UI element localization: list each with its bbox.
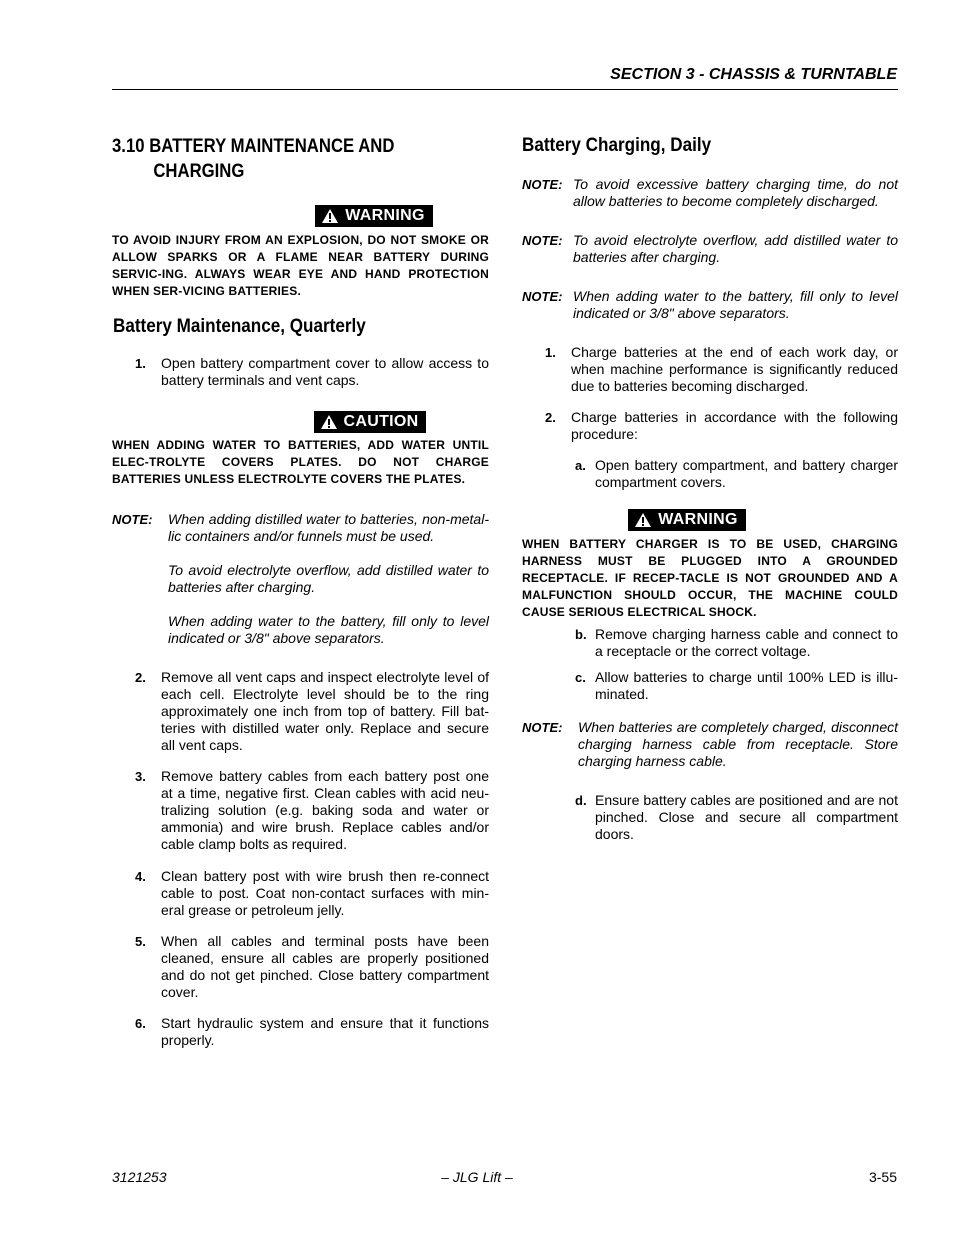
- caution-badge: [314, 411, 427, 433]
- substep-letter: a.: [575, 458, 586, 473]
- subsection-title: Battery Maintenance, Quarterly: [113, 316, 366, 337]
- note-label: NOTE:: [112, 512, 153, 527]
- substep-text: Ensure battery cables are positioned and are not pinched. Close and secure all compartment doors.: [595, 792, 898, 842]
- note-text: To avoid electrolyte overflow, add distilled water to batteries after charging.: [573, 232, 898, 265]
- step-text: Remove all vent caps and inspect electrolyte level of each cell. Electrolyte level should be to the ring approximately one inch from top of battery. Fill bat-teries with distilled water only. Replace and secure all vent caps.: [161, 669, 489, 753]
- footer-center: – JLG Lift –: [441, 1169, 513, 1185]
- note-text: When adding water to the battery, fill only to level indicated or 3/8" above separators.: [573, 288, 898, 321]
- substep-text: Remove charging harness cable and connect to a receptacle or the correct voltage.: [595, 626, 898, 659]
- header-divider: [112, 89, 898, 90]
- caution-label: CAUTION: [343, 413, 419, 430]
- caution-text: WHEN ADDING WATER TO BATTERIES, ADD WATER UNTIL ELEC-TROLYTE COVERS PLATES. DO NOT CHARGE BATTERIES UNLESS ELECTROLYTE COVERS THE PLATES.: [112, 438, 489, 486]
- section-title-line1: BATTERY MAINTENANCE AND: [149, 136, 395, 157]
- substep-text: Allow batteries to charge until 100% LED is illu-minated.: [595, 669, 898, 702]
- note-label: NOTE:: [522, 289, 563, 304]
- warning-badge: [315, 205, 432, 227]
- warning-banner: [522, 509, 852, 533]
- subsection-title: Battery Charging, Daily: [522, 135, 712, 156]
- warning-label: WARNING: [345, 207, 425, 224]
- warning-banner: [112, 205, 636, 229]
- step-text: When all cables and terminal posts have been cleaned, ensure all cables are properly positioned and do not get pinched. Close battery compartment cover.: [161, 933, 489, 1000]
- warning-label: WARNING: [658, 511, 738, 528]
- note-text: When batteries are completely charged, disconnect charging harness cable from receptacle. Store charging harness cable.: [578, 719, 898, 769]
- substep-letter: b.: [575, 627, 587, 642]
- note-paragraph: When adding distilled water to batteries, non-metal-lic containers and/or funnels must be used.: [168, 511, 489, 544]
- caution-icon: [320, 414, 338, 430]
- section-number: 3.10: [112, 136, 145, 157]
- step-number: 4.: [135, 869, 146, 884]
- step-text: Start hydraulic system and ensure that it functions properly.: [161, 1015, 489, 1048]
- warning-badge: [628, 509, 745, 531]
- note-paragraph: When adding water to the battery, fill only to level indicated or 3/8" above separators.: [168, 613, 489, 646]
- step-number: 1.: [545, 345, 556, 360]
- section-header: SECTION 3 - CHASSIS & TURNTABLE: [610, 66, 897, 83]
- step-number: 6.: [135, 1016, 146, 1031]
- step-text: Charge batteries in accordance with the following procedure:: [571, 409, 898, 442]
- section-title: [112, 134, 490, 184]
- step-number: 2.: [135, 670, 146, 685]
- note-block: [168, 511, 489, 647]
- step-number: 5.: [135, 934, 146, 949]
- footer-doc-number: 3121253: [112, 1169, 167, 1185]
- substep-letter: c.: [575, 670, 586, 685]
- note-label: NOTE:: [522, 177, 563, 192]
- step-text: Remove battery cables from each battery post one at a time, negative first. Clean cables with acid neu-tralizing solution (e.g. baking soda and water or ammonia) and wire brush. Replace cables and/or cable clamp bolts as required.: [161, 768, 489, 852]
- note-text: To avoid excessive battery charging time, do not allow batteries to become completely discharged.: [573, 176, 898, 209]
- note-label: NOTE:: [522, 720, 563, 735]
- warning-icon: [321, 208, 339, 224]
- step-number: 3.: [135, 769, 146, 784]
- step-text: Charge batteries at the end of each work day, or when machine performance is significantly reduced due to batteries becoming discharged.: [571, 344, 898, 394]
- step-number: 2.: [545, 410, 556, 425]
- note-paragraph: To avoid electrolyte overflow, add distilled water to batteries after charging.: [168, 562, 489, 595]
- warning-text: WHEN BATTERY CHARGER IS TO BE USED, CHARGING HARNESS MUST BE PLUGGED INTO A GROUNDED RECEPTACLE. IF RECEP-TACLE IS NOT GROUNDED AND A MALFUNCTION SHOULD OCCUR, THE MACHINE COULD CAUSE SERIOUS ELECTRICAL SHOCK.: [522, 537, 898, 619]
- footer-page-number: 3-55: [868, 1169, 897, 1185]
- step-number: 1.: [135, 356, 146, 371]
- warning-text: TO AVOID INJURY FROM AN EXPLOSION, DO NOT SMOKE OR ALLOW SPARKS OR A FLAME NEAR BATTERY DURING SERVIC-ING. ALWAYS WEAR EYE AND HAND PROTECTION WHEN SER-VICING BATTERIES.: [112, 233, 489, 298]
- substep-letter: d.: [575, 793, 587, 808]
- warning-icon: [634, 512, 652, 528]
- section-title-line2: CHARGING: [153, 161, 245, 182]
- step-text: Open battery compartment cover to allow access to battery terminals and vent caps.: [161, 355, 489, 388]
- step-text: Clean battery post with wire brush then re-connect cable to post. Coat non-contact surfaces with min-eral grease or petroleum jelly.: [161, 868, 489, 918]
- note-label: NOTE:: [522, 233, 563, 248]
- substep-text: Open battery compartment, and battery charger compartment covers.: [595, 457, 898, 490]
